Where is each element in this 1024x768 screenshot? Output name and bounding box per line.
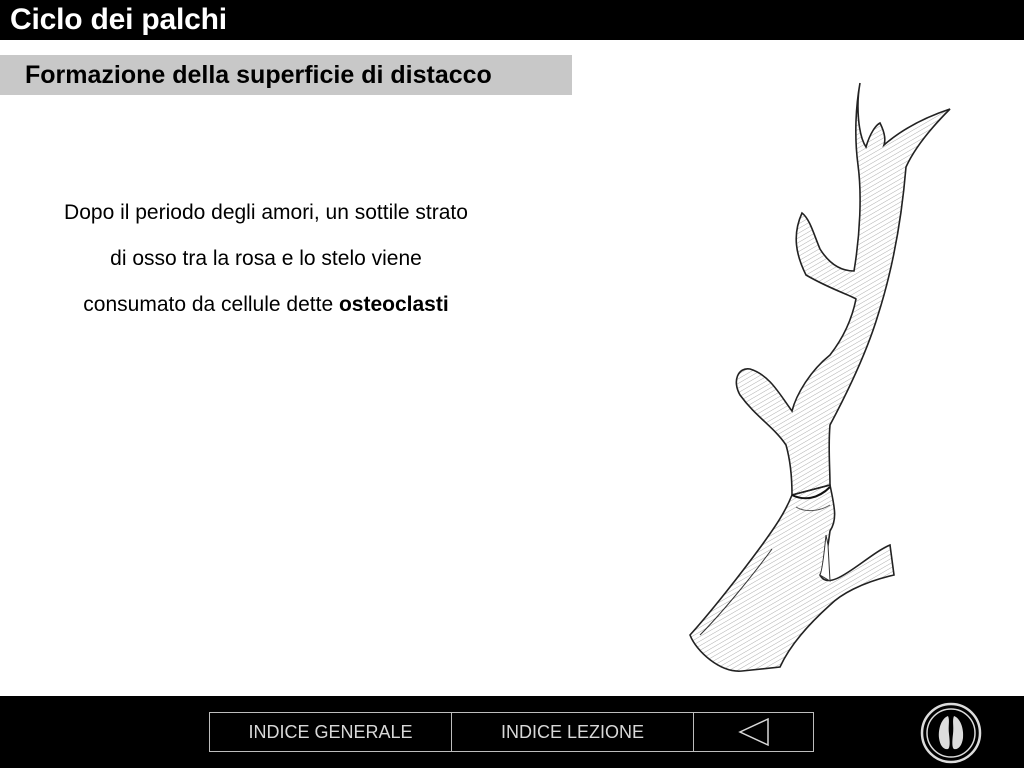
description-bold-term: osteoclasti [338, 293, 449, 316]
section-subtitle: Formazione della superficie di distacco [25, 61, 492, 89]
back-button[interactable] [694, 713, 813, 751]
description-text [56, 190, 476, 328]
title-bar [0, 0, 1024, 40]
page-title: Ciclo dei palchi [10, 3, 227, 36]
triangle-left-icon [736, 717, 772, 747]
subtitle-banner [0, 55, 572, 95]
footer-navigation [209, 712, 814, 752]
hoof-print-logo[interactable] [920, 702, 982, 764]
antler-illustration [680, 75, 970, 685]
footer-bar [0, 696, 1024, 768]
general-index-button[interactable]: INDICE GENERALE [210, 713, 452, 751]
lesson-index-button[interactable]: INDICE LEZIONE [452, 713, 694, 751]
description-main: Dopo il periodo degli amori, un sottile strato di osso tra la rosa e lo stelo viene consumato da cellule dette [64, 201, 468, 316]
